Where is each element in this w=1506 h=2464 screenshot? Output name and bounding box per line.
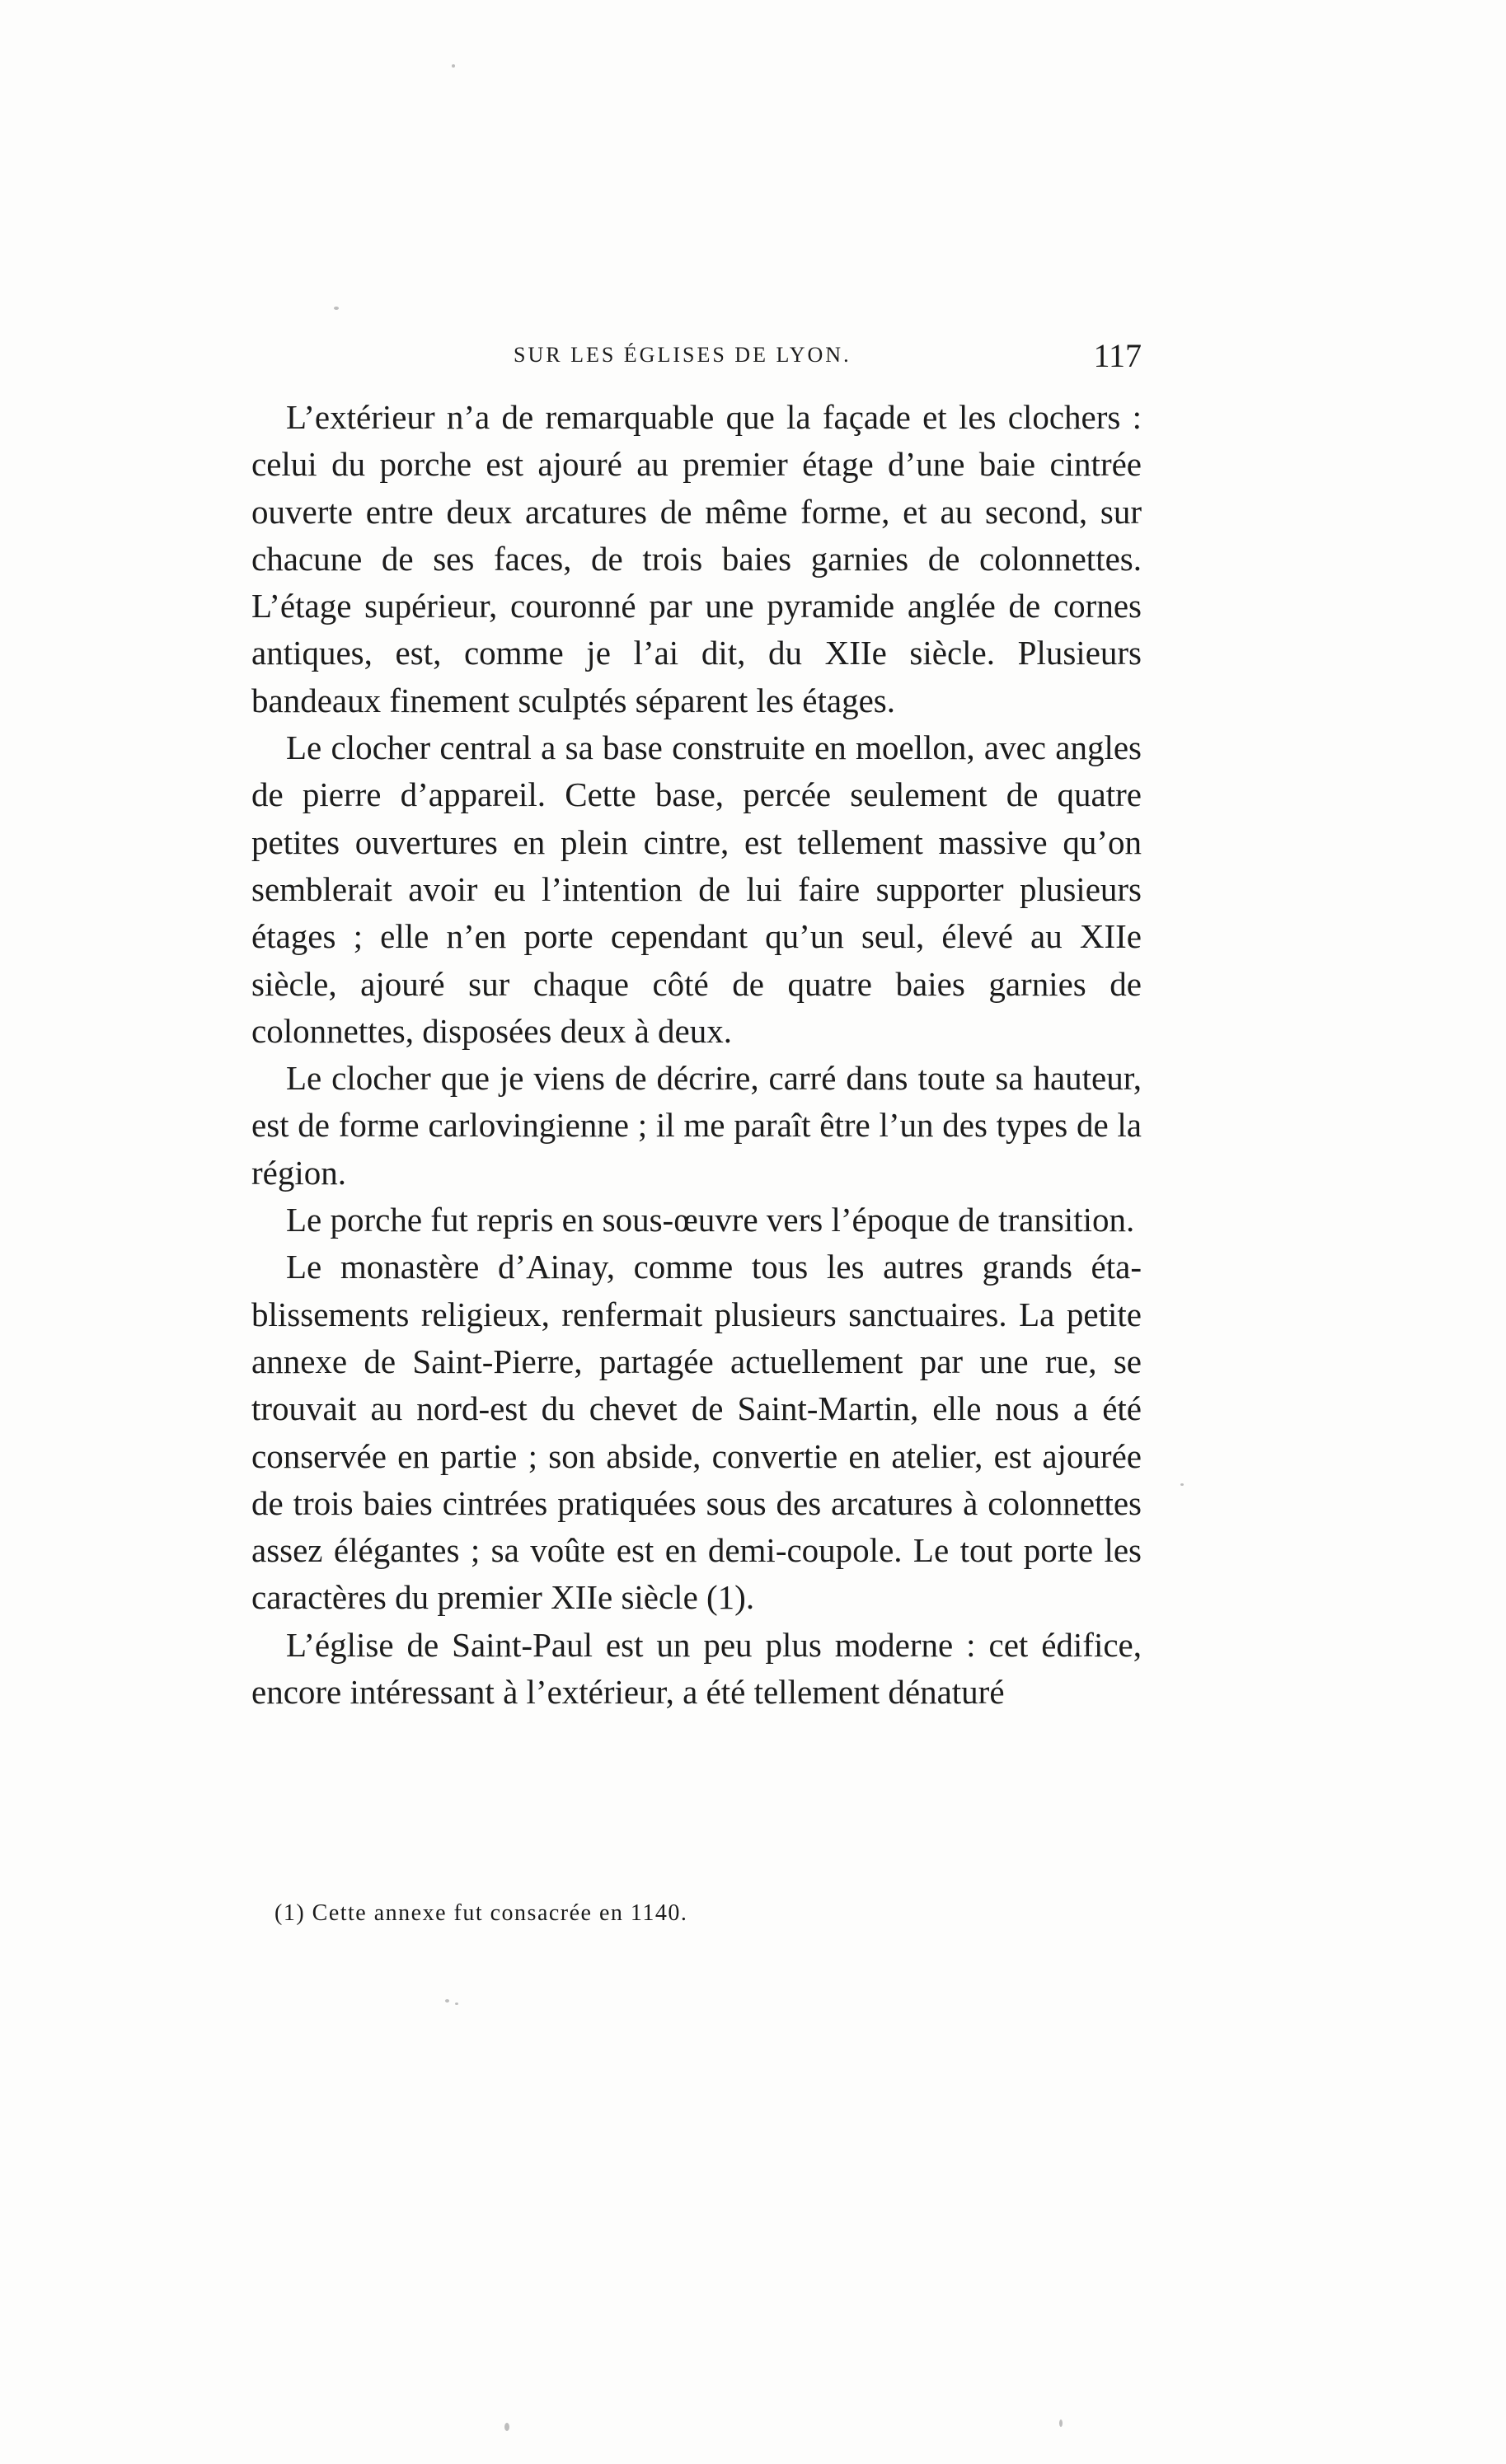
page-number: 117 bbox=[1093, 337, 1142, 374]
print-speck bbox=[504, 2423, 509, 2431]
paragraph-porch: Le porche fut repris en sous-œuvre vers l’époque de transition. bbox=[286, 1201, 1135, 1239]
paragraph-carolingian-form: Le clocher que je viens de décrire, carré dans toute sa hauteur, est de forme carlovingienne ; il me paraît être l’un des types de la région. bbox=[251, 1059, 1142, 1192]
print-speck bbox=[445, 1999, 449, 2003]
print-speck bbox=[452, 64, 455, 68]
running-title: SUR LES ÉGLISES DE LYON. bbox=[514, 343, 852, 367]
body-text bbox=[251, 394, 1142, 1716]
paragraph-exterior: L’extérieur n’a de remarquable que la façade et les clochers : celui du porche est ajouré au premier étage d’une baie cintrée ouverte entre deux arcatures de même forme, et au second, sur chacune de ses faces, de trois baies garnies de colonnettes. L’étage supérieur, couronné par une pyramide anglée de cornes antiques, est, comme je l’ai dit, du XIIe siècle. Plusieurs bandeaux finement sculptés séparent les étages. bbox=[251, 398, 1142, 719]
print-speck bbox=[1059, 2419, 1063, 2427]
print-speck bbox=[455, 2003, 458, 2005]
paragraph-central-bell-tower: Le clocher central a sa base construite en moellon, avec angles de pierre d’appareil. Cette base, percée seulement de quatre petites ouvertures en plein cintre, est tellement massive qu’on semblerait avoir eu l’intention de lui faire supporter plusieurs étages ; elle n’en porte cependant qu’un seul, élevé au XIIe siècle, ajouré sur chaque côté de quatre baies garnies de colonnettes, disposées deux à deux. bbox=[251, 728, 1142, 1050]
print-speck bbox=[1180, 1483, 1184, 1486]
print-speck bbox=[334, 307, 339, 310]
paragraph-ainay-monastery: Le monastère d’Ainay, comme tous les autres grands établissements religieux, renfermait plusieurs sanctuaires. La petite annexe de Saint-Pierre, partagée actuellement par une rue, se trouvait au nord-est du chevet de Saint-Martin, elle nous a été conservée en partie ; son abside, convertie en atelier, est ajourée de trois baies cintrées pratiquées sous des arcatures à colonnettes assez élégantes ; sa voûte est en demi-coupole. Le tout porte les caractères du premier XIIe siècle (1). bbox=[251, 1248, 1142, 1617]
footnote: (1) Cette annexe fut consacrée en 1140. bbox=[274, 1900, 688, 1926]
paragraph-saint-paul: L’église de Saint-Paul est un peu plus moderne : cet édifice, encore intéressant à l’extérieur, a été tellement dénaturé bbox=[251, 1625, 1142, 1712]
running-head bbox=[251, 336, 1142, 386]
